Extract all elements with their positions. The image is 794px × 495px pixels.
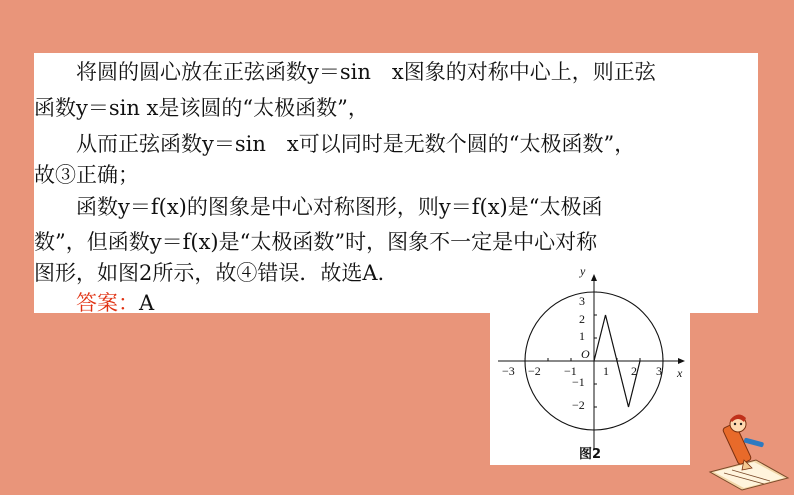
text-line-2: 函数y＝sin x是该圆的“太极函数”， <box>34 96 369 120</box>
figure-caption: 图2 <box>578 447 602 462</box>
x-tick-label-neg1: −1 <box>564 364 577 378</box>
x-tick-label-neg2: −2 <box>528 364 541 378</box>
y-tick-label-neg2: −2 <box>572 398 585 412</box>
x-axis-arrow <box>678 358 685 364</box>
text-line-3: 从而正弦函数y＝sin x可以同时是无数个圆的“太极函数”， <box>76 132 636 156</box>
answer-label: 答案： <box>76 291 139 315</box>
text-line-4: 故③正确； <box>34 163 139 187</box>
text-panel <box>34 53 758 313</box>
y-tick-label-neg1: −1 <box>572 375 585 389</box>
figure-box <box>490 264 690 465</box>
y-tick-label-1: 1 <box>579 329 585 343</box>
answer-line <box>34 289 154 317</box>
x-tick-label-neg3: −3 <box>502 364 515 378</box>
x-tick-label-2: 2 <box>631 364 637 378</box>
y-tick-label-2: 2 <box>579 312 585 326</box>
answer-value: A <box>139 291 155 315</box>
circle-graph <box>490 264 690 465</box>
text-line-6: 数”，但函数y＝f(x)是“太极函数”时，图象不一定是中心对称 <box>34 230 598 254</box>
y-axis-label: y <box>580 264 586 278</box>
text-line-1: 将圆的圆心放在正弦函数y＝sin x图象的对称中心上，则正弦 <box>76 60 656 84</box>
x-axis-label: x <box>677 366 683 380</box>
text-line-5: 函数y＝f(x)的图象是中心对称图形，则y＝f(x)是“太极函 <box>76 195 603 219</box>
y-tick-label-3: 3 <box>579 294 585 308</box>
origin-label: O <box>581 347 590 361</box>
x-tick-label-1: 1 <box>603 364 609 378</box>
x-tick-label-3: 3 <box>656 364 662 378</box>
text-line-7: 图形，如图2所示，故④错误．故选A. <box>34 261 385 285</box>
pencil-mascot-icon <box>704 410 792 490</box>
